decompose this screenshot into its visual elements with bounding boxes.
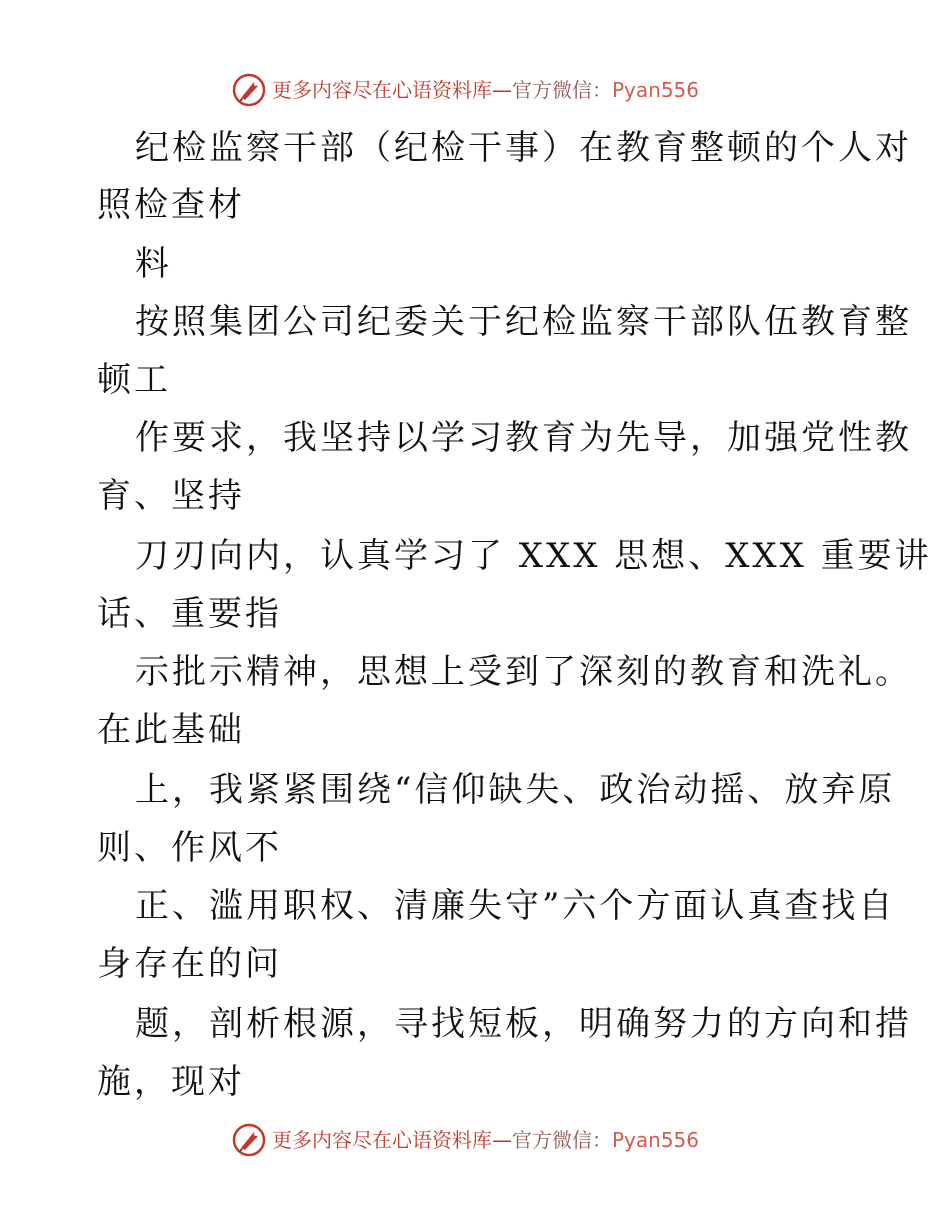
- doc-line: 料: [135, 244, 172, 284]
- pen-seal-icon: [232, 1123, 266, 1157]
- doc-line: 育、坚持: [97, 476, 245, 516]
- footer-site-text: 更多内容尽在心语资料库: [272, 1128, 492, 1152]
- doc-line: 纪检监察干部（纪检干事）在教育整顿的个人对: [135, 128, 912, 168]
- footer-wechat-label: 官方微信：: [512, 1128, 612, 1152]
- doc-line: 上，我紧紧围绕“信仰缺失、政治动摇、放弃原: [135, 770, 896, 810]
- header-dash: —: [492, 78, 512, 102]
- header-wechat-label: 官方微信：: [512, 78, 612, 102]
- doc-line: 话、重要指: [97, 594, 282, 634]
- header-banner: [232, 72, 699, 108]
- pen-seal-icon: [232, 73, 266, 107]
- header-text: [272, 72, 699, 108]
- doc-line: 示批示精神，思想上受到了深刻的教育和洗礼。: [135, 652, 912, 692]
- footer-wechat-id: Pyan556: [612, 1128, 700, 1152]
- doc-line: 作要求，我坚持以学习教育为先导，加强党性教: [135, 418, 912, 458]
- doc-line: 顿工: [97, 360, 171, 400]
- header-wechat-id: Pyan556: [612, 78, 700, 102]
- footer-text: [272, 1122, 699, 1158]
- doc-line: 正、滥用职权、清廉失守”六个方面认真查找自: [135, 886, 896, 926]
- footer-dash: —: [492, 1128, 512, 1152]
- footer-banner: [232, 1122, 699, 1158]
- doc-line: 题，剖析根源，寻找短板，明确努力的方向和措: [135, 1004, 912, 1044]
- doc-line: 在此基础: [97, 710, 245, 750]
- doc-line: 施，现对: [97, 1062, 245, 1102]
- header-site-text: 更多内容尽在心语资料库: [272, 78, 492, 102]
- doc-line: 照检查材: [97, 185, 245, 225]
- doc-line: 按照集团公司纪委关于纪检监察干部队伍教育整: [135, 302, 912, 342]
- doc-line: 刀刃向内，认真学习了 XXX 思想、XXX 重要讲: [135, 536, 932, 576]
- doc-line: 则、作风不: [97, 828, 282, 868]
- doc-line: 身存在的问: [97, 944, 282, 984]
